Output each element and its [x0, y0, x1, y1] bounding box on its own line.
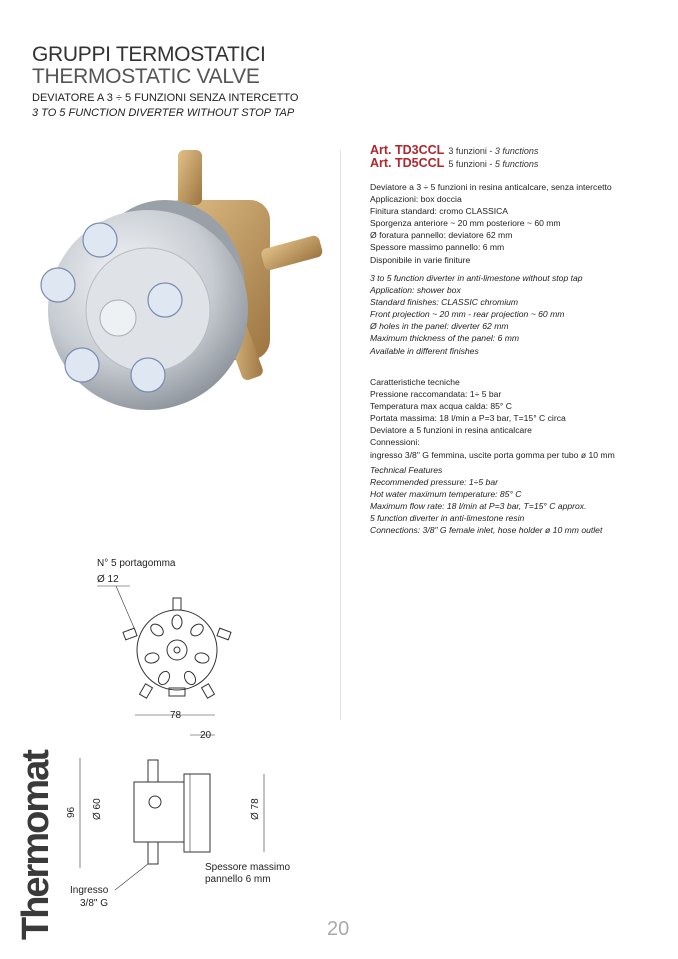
text-line: Hot water maximum temperature: 85° C [370, 489, 522, 500]
label-ingresso-1: Ingresso [70, 885, 109, 896]
text-line: 3 to 5 function diverter in anti-limestone without stop tap [370, 273, 583, 283]
text-line: Front projection ~ 20 mm - rear projection ~ 60 mm [370, 309, 565, 320]
brand-name: Thermomat [15, 751, 57, 940]
article-code: Art. TD3CCL [370, 143, 445, 157]
text-line: Technical Features [370, 465, 443, 475]
article-td5ccl [370, 156, 538, 170]
text-line: 5 function diverter in anti-limestone resin [370, 513, 525, 524]
page-subtitle-english: 3 TO 5 FUNCTION DIVERTER WITHOUT STOP TAP [32, 107, 295, 119]
page-title-english: THERMOSTATIC VALVE [32, 65, 260, 88]
text-line: Maximum thickness of the panel: 6 mm [370, 333, 520, 344]
page-title: GRUPPI TERMOSTATICI [32, 43, 266, 66]
text-line: Caratteristiche tecniche [370, 377, 460, 387]
text-line: Finitura standard: cromo CLASSICA [370, 206, 509, 217]
dim-dia78: Ø 78 [250, 798, 261, 820]
description-italian [370, 181, 670, 266]
description-english [370, 272, 670, 357]
dim-96: 96 [66, 806, 77, 818]
label-spessore-2: pannello 6 mm [205, 874, 271, 885]
label-spessore-1: Spessore massimo [205, 862, 291, 873]
text-line: Temperatura max acqua calda: 85° C [370, 401, 512, 412]
text-line: Sporgenza anteriore ~ 20 mm posteriore ~ 60 mm [370, 218, 561, 229]
text-line: Portata massima: 18 l/min a P=3 bar, T=15° C circa [370, 413, 566, 424]
text-line: Standard finishes: CLASSIC chromium [370, 297, 519, 308]
label-ingresso-2: 3/8" G [80, 898, 109, 909]
text-line: Application: shower box [370, 285, 461, 296]
technical-italian [370, 376, 670, 461]
text-line: Deviatore a 5 funzioni in resina anticalcare [370, 425, 532, 436]
page-subtitle: DEVIATORE A 3 ÷ 5 FUNZIONI SENZA INTERCETTO [32, 92, 299, 104]
dim-dia60: Ø 60 [92, 798, 103, 820]
article-code: Art. TD5CCL [370, 156, 445, 170]
text-line: Available in different finishes [370, 345, 479, 356]
article-desc-it: 5 funzioni - [448, 159, 495, 169]
text-line: Maximum flow rate: 18 l/min at P=3 bar, T=15° C approx. [370, 501, 587, 512]
text-line: Connessioni: [370, 437, 420, 448]
text-line: ingresso 3/8" G femmina, uscite porta gomma per tubo ø 10 mm [370, 449, 615, 460]
article-td3ccl [370, 143, 538, 157]
text-line: Deviatore a 3 ÷ 5 funzioni in resina anticalcare, senza intercetto [370, 182, 612, 192]
divider [340, 150, 341, 720]
text-line: Recommended pressure: 1÷5 bar [370, 477, 498, 488]
label-portagomma: N° 5 portagomma [97, 558, 176, 569]
text-line: Spessore massimo pannello: 6 mm [370, 242, 505, 253]
dim-78: 78 [170, 710, 182, 721]
dim-20: 20 [200, 730, 212, 741]
text-line: Ø foratura pannello: deviatore 62 mm [370, 230, 513, 241]
brand-logo [12, 751, 57, 940]
article-desc-it: 3 funzioni - [448, 146, 495, 156]
text-line: Ø holes in the panel: diverter 62 mm [370, 321, 509, 332]
label-dia12: Ø 12 [97, 574, 119, 585]
text-line: Applicazioni: box doccia [370, 194, 462, 205]
text-line: Connections: 3/8" G female inlet, hose holder ø 10 mm outlet [370, 525, 603, 536]
text-line: Disponibile in varie finiture [370, 254, 471, 265]
text-line: Pressione raccomandata: 1÷ 5 bar [370, 389, 502, 400]
product-photo [30, 140, 340, 410]
page-number: 20 [327, 918, 350, 940]
article-desc-en: 3 functions [494, 146, 539, 156]
technical-english [370, 464, 670, 537]
technical-drawing [60, 550, 320, 910]
article-desc-en: 5 functions [494, 159, 539, 169]
